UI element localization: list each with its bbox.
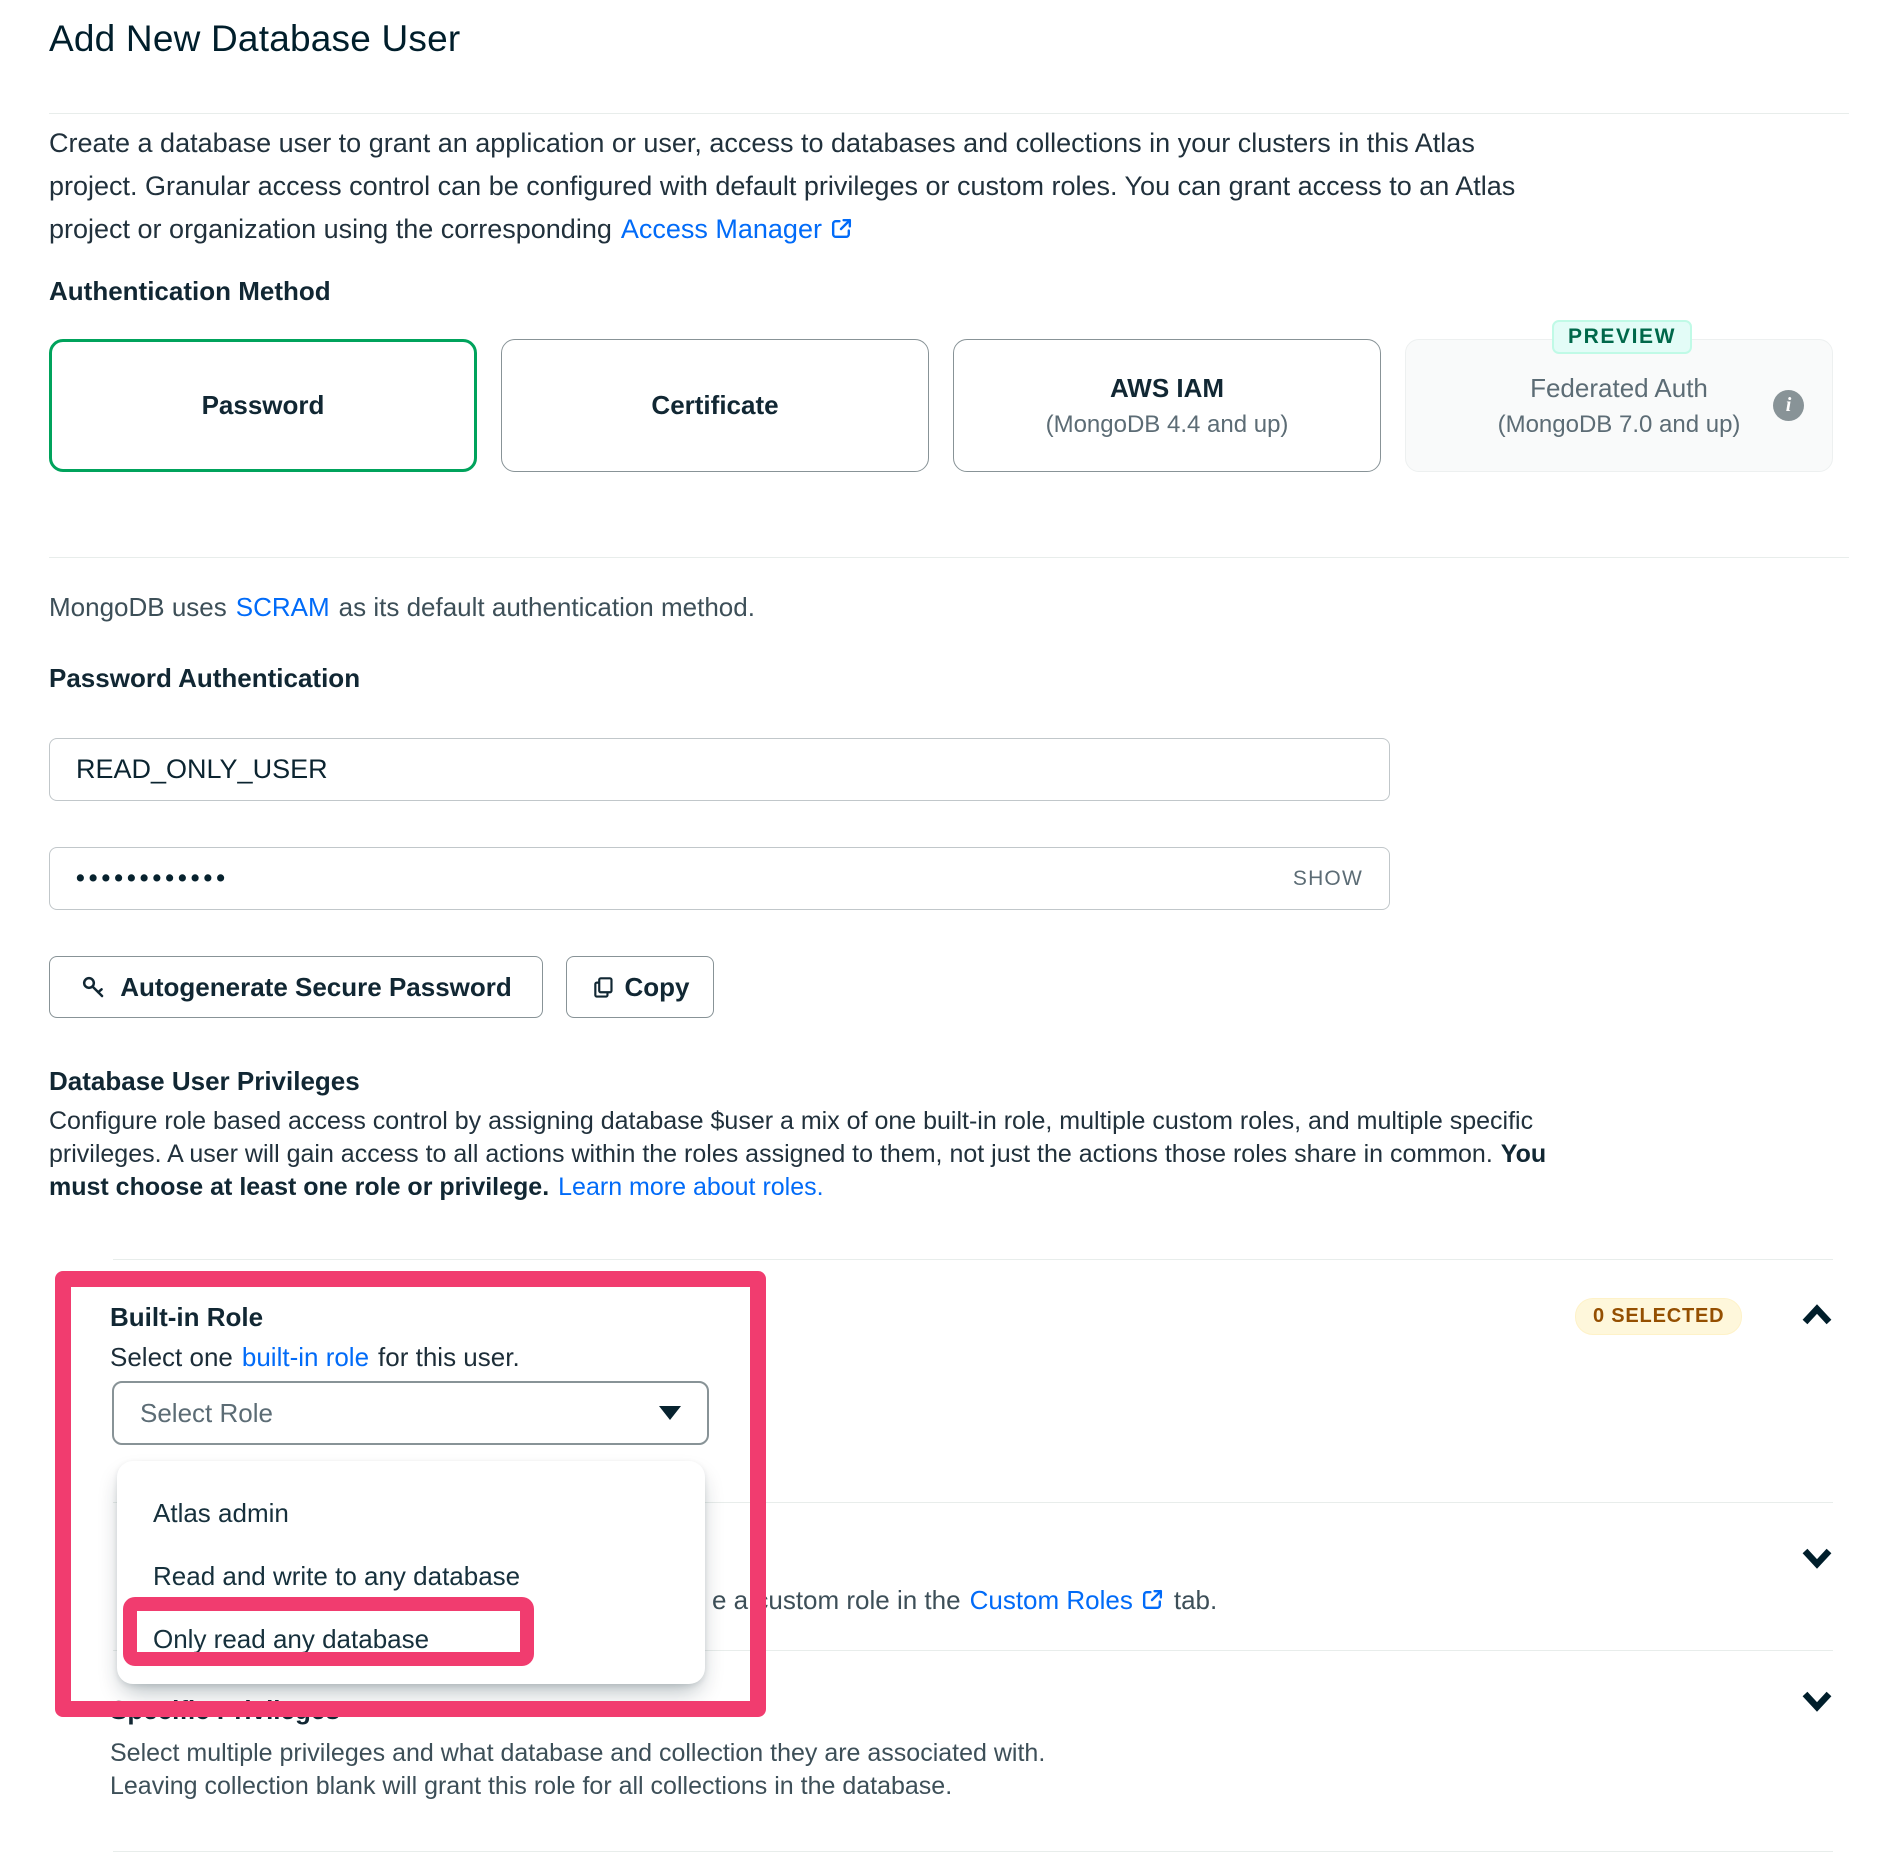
- intro-line: project or organization using the corresponding Access Manager: [49, 208, 1515, 251]
- preview-badge: PREVIEW: [1552, 320, 1692, 354]
- database-user-privileges-heading: Database User Privileges: [49, 1066, 360, 1096]
- intro-line: Create a database user to grant an application or user, access to databases and collections in your clusters in this Atlas: [49, 128, 1475, 158]
- auth-method-federated-auth: [1405, 339, 1833, 472]
- selected-count-badge: 0 SELECTED: [1575, 1298, 1742, 1335]
- chevron-up-icon: [1800, 1314, 1834, 1329]
- role-select-dropdown[interactable]: [112, 1381, 709, 1445]
- auth-method-certificate[interactable]: [501, 339, 929, 472]
- autogenerate-password-label: Autogenerate Secure Password: [120, 971, 512, 1002]
- copy-icon: [591, 974, 617, 1001]
- page-title: Add New Database User: [49, 18, 461, 59]
- auth-method-sublabel: (MongoDB 4.4 and up): [1045, 410, 1289, 438]
- built-in-role-heading: Built-in Role: [110, 1302, 264, 1332]
- specific-privileges-description: Select multiple privileges and what database and collection they are associated with. Leaving collection blank will grant this role for all collections in the database.: [110, 1739, 1046, 1800]
- username-field[interactable]: [49, 738, 1390, 801]
- username-value: READ_ONLY_USER: [76, 754, 328, 784]
- divider: [49, 113, 1849, 114]
- built-in-role-collapse-button[interactable]: [1800, 1303, 1834, 1326]
- auth-method-password[interactable]: [49, 339, 477, 472]
- password-field[interactable]: [49, 847, 1390, 910]
- copy-label: Copy: [624, 971, 690, 1002]
- dropdown-caret-icon: [659, 1406, 681, 1420]
- info-icon[interactable]: i: [1773, 390, 1804, 421]
- external-link-icon: [1133, 1585, 1165, 1615]
- copy-password-button[interactable]: [566, 956, 714, 1018]
- specific-privileges-expand-button[interactable]: [1800, 1690, 1834, 1713]
- role-select-placeholder: Select Role: [140, 1397, 273, 1428]
- authentication-method-heading: Authentication Method: [49, 276, 331, 306]
- intro-text: [49, 122, 1515, 251]
- divider: [49, 557, 1849, 558]
- chevron-down-icon: [1800, 1701, 1834, 1716]
- scram-link[interactable]: SCRAM: [235, 592, 330, 622]
- external-link-icon: [822, 214, 854, 244]
- custom-roles-expand-button[interactable]: [1800, 1547, 1834, 1570]
- access-manager-link[interactable]: Access Manager: [620, 214, 822, 244]
- role-option-atlas-admin[interactable]: Atlas admin: [153, 1498, 289, 1528]
- auth-method-aws-iam[interactable]: [953, 339, 1381, 472]
- role-option-only-read-any-database[interactable]: Only read any database: [153, 1624, 430, 1654]
- auth-method-label: Certificate: [651, 390, 779, 420]
- auth-method-label: Federated Auth: [1530, 372, 1708, 403]
- auth-method-sublabel: (MongoDB 7.0 and up): [1497, 410, 1741, 438]
- autogenerate-password-button[interactable]: [49, 956, 543, 1018]
- auth-method-label: AWS IAM: [1109, 372, 1225, 403]
- auth-method-label: Password: [201, 390, 325, 420]
- show-password-button[interactable]: SHOW: [1292, 866, 1363, 890]
- scram-note: MongoDB uses SCRAM as its default authentication method.: [49, 592, 755, 622]
- custom-roles-description-fragment: e a custom role in the Custom Roles tab.: [712, 1585, 1218, 1615]
- role-option-read-write-any-database[interactable]: Read and write to any database: [153, 1561, 521, 1591]
- custom-roles-link[interactable]: Custom Roles: [969, 1585, 1133, 1615]
- built-in-role-subtext: Select one built-in role for this user.: [110, 1342, 520, 1372]
- password-authentication-heading: Password Authentication: [49, 663, 361, 693]
- password-masked-value: ••••••••••••: [76, 864, 230, 892]
- chevron-down-icon: [1800, 1558, 1834, 1573]
- learn-more-roles-link[interactable]: Learn more about roles.: [558, 1173, 824, 1201]
- divider: [113, 1851, 1833, 1852]
- intro-line: project. Granular access control can be configured with default privileges or custom roles. You can grant access to an Atlas: [49, 171, 1516, 201]
- built-in-role-link[interactable]: built-in role: [241, 1342, 370, 1372]
- specific-privileges-heading: Specific Privileges: [110, 1695, 340, 1725]
- key-icon: [80, 974, 107, 1001]
- divider: [113, 1259, 1833, 1260]
- role-options-menu: [117, 1461, 705, 1684]
- privileges-description: Configure role based access control by assigning database $user a mix of one built-in role, multiple custom roles, and multiple specific privileges. A user will gain access to all actions within the roles assigned to them, not just the actions those roles share in common. You must choose at least one role or privilege. Learn more about roles.: [49, 1107, 1547, 1201]
